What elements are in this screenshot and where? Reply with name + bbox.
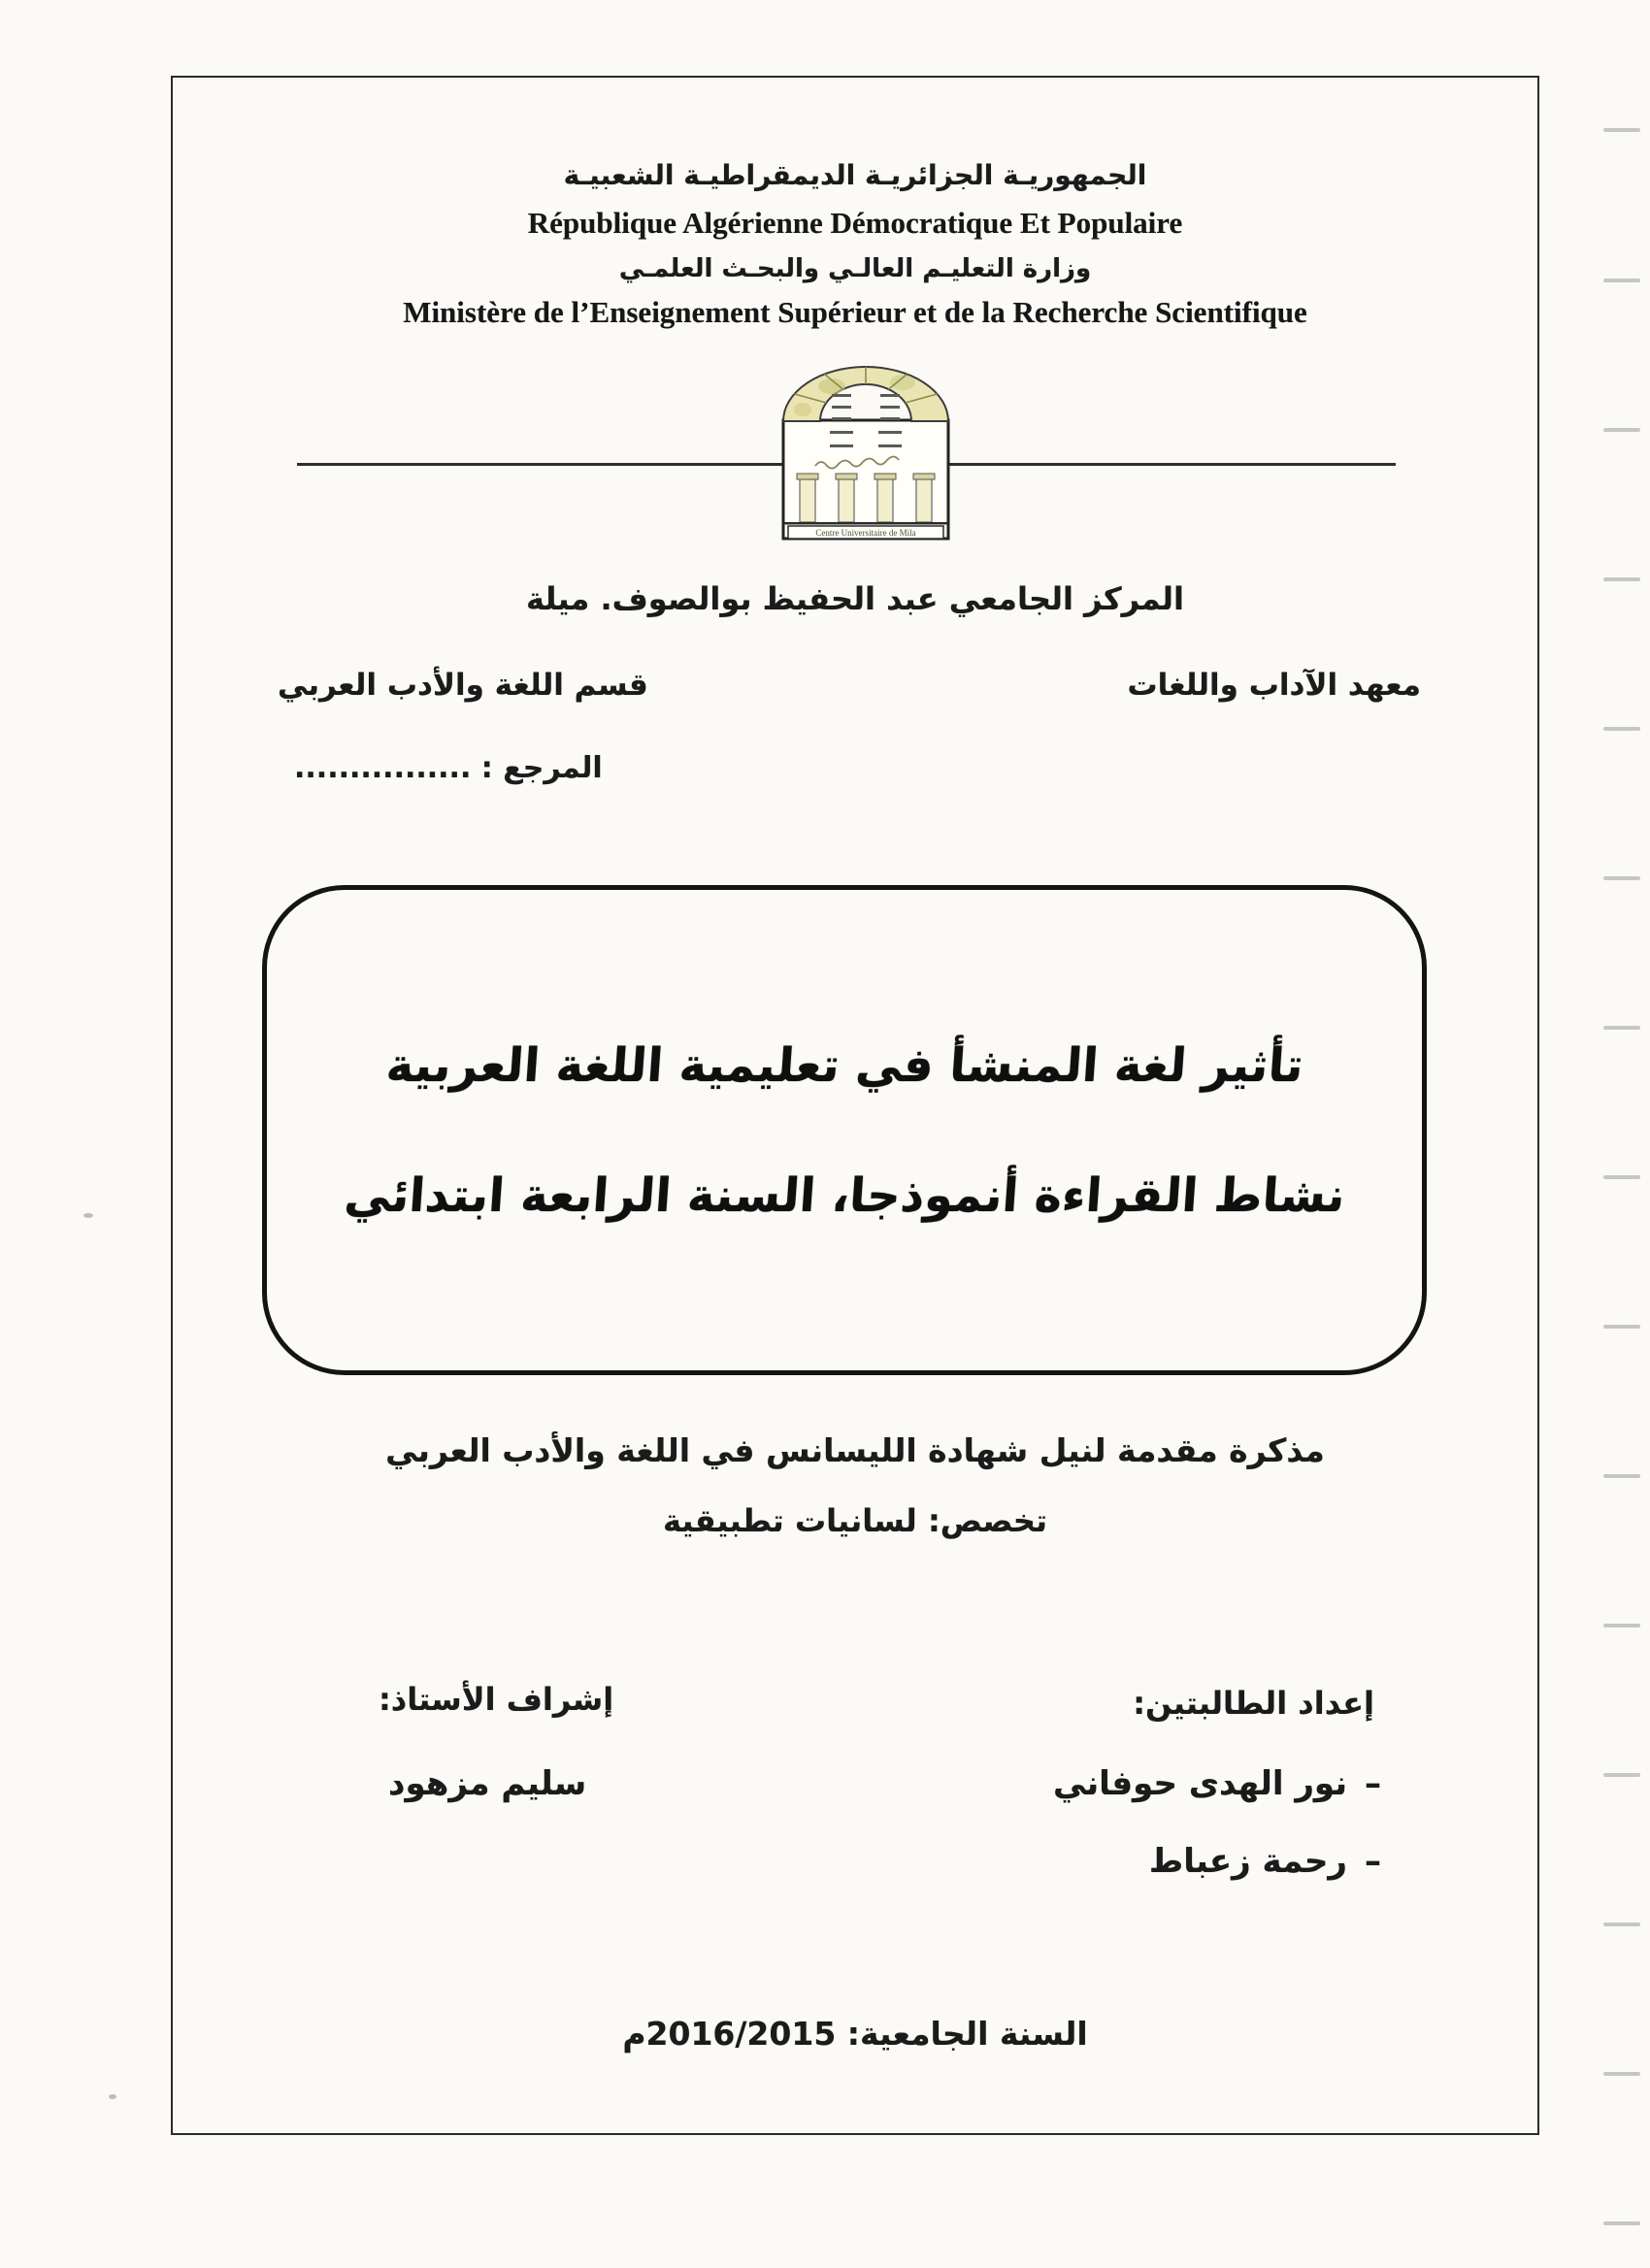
scan-artifact (1603, 1624, 1640, 1627)
ministry-name-arabic: وزارة التعليـم العالـي والبحـث العلمـي (618, 254, 1092, 283)
university-logo-icon (778, 359, 953, 545)
degree-statement: مذكرة مقدمة لنيل شهادة الليسانس في اللغة والأدب العربي (385, 1431, 1325, 1469)
reference-field: المرجع : ................ (294, 751, 603, 785)
thesis-title-line2: نشاط القراءة أنموذجا، السنة الرابعة ابتدائي (342, 1167, 1347, 1223)
academic-year-line: السنة الجامعية: 2016/2015م (622, 2015, 1088, 2053)
scan-artifact (1603, 727, 1640, 731)
scan-artifact (1603, 128, 1640, 132)
scan-artifact (1603, 1773, 1640, 1777)
supervisor-name (388, 1764, 586, 1803)
scan-artifact (109, 2094, 116, 2099)
specialty-line: تخصص: لسانيات تطبيقية (663, 1502, 1047, 1539)
department-name: قسم اللغة والأدب العربي (278, 668, 648, 703)
scan-artifact (1603, 1026, 1640, 1030)
scan-artifact (1603, 1325, 1640, 1329)
student-name: نور الهدى حوفاني (1052, 1764, 1347, 1803)
scan-artifact (1603, 2221, 1640, 2225)
page-border-frame (171, 76, 1539, 2135)
student-name-item (1149, 1842, 1382, 1881)
student-name-item (1053, 1764, 1382, 1803)
university-center-name: المركز الجامعي عبد الحفيظ بوالصوف. ميلة (525, 580, 1184, 617)
republic-name-arabic: الجمهوريـة الجزائريـة الديمقراطيـة الشعبيـة (563, 159, 1147, 191)
scan-artifact (1603, 876, 1640, 880)
scan-artifact (1603, 279, 1640, 282)
supervisor-name-text: سليم مزهود (388, 1764, 587, 1803)
supervisor-header: إشراف الأستاذ: (379, 1681, 614, 1718)
thesis-title-box (262, 885, 1427, 1375)
dash-icon: – (1365, 1842, 1382, 1881)
dash-icon: – (1365, 1764, 1382, 1803)
students-header: إعداد الطالبتين: (1133, 1685, 1374, 1722)
scan-artifact (1603, 1923, 1640, 1926)
scan-artifact (1603, 428, 1640, 432)
scan-artifact (1603, 1175, 1640, 1179)
ministry-name-french: Ministère de l’Enseignement Supérieur et de la Recherche Scientifique (403, 295, 1307, 329)
scan-artifact (1603, 577, 1640, 581)
republic-name-french: République Algérienne Démocratique Et Populaire (527, 206, 1183, 240)
thesis-title-line1: تأثير لغة المنشأ في تعليمية اللغة العربية (383, 1037, 1305, 1093)
scan-artifact (1603, 2072, 1640, 2076)
institute-name: معهد الآداب واللغات (1127, 668, 1421, 703)
student-name: رحمة زعباط (1148, 1842, 1347, 1881)
logo-caption: Centre Universitaire de Mila (815, 528, 916, 538)
scan-artifact (1603, 1474, 1640, 1478)
scan-artifact (83, 1213, 93, 1218)
